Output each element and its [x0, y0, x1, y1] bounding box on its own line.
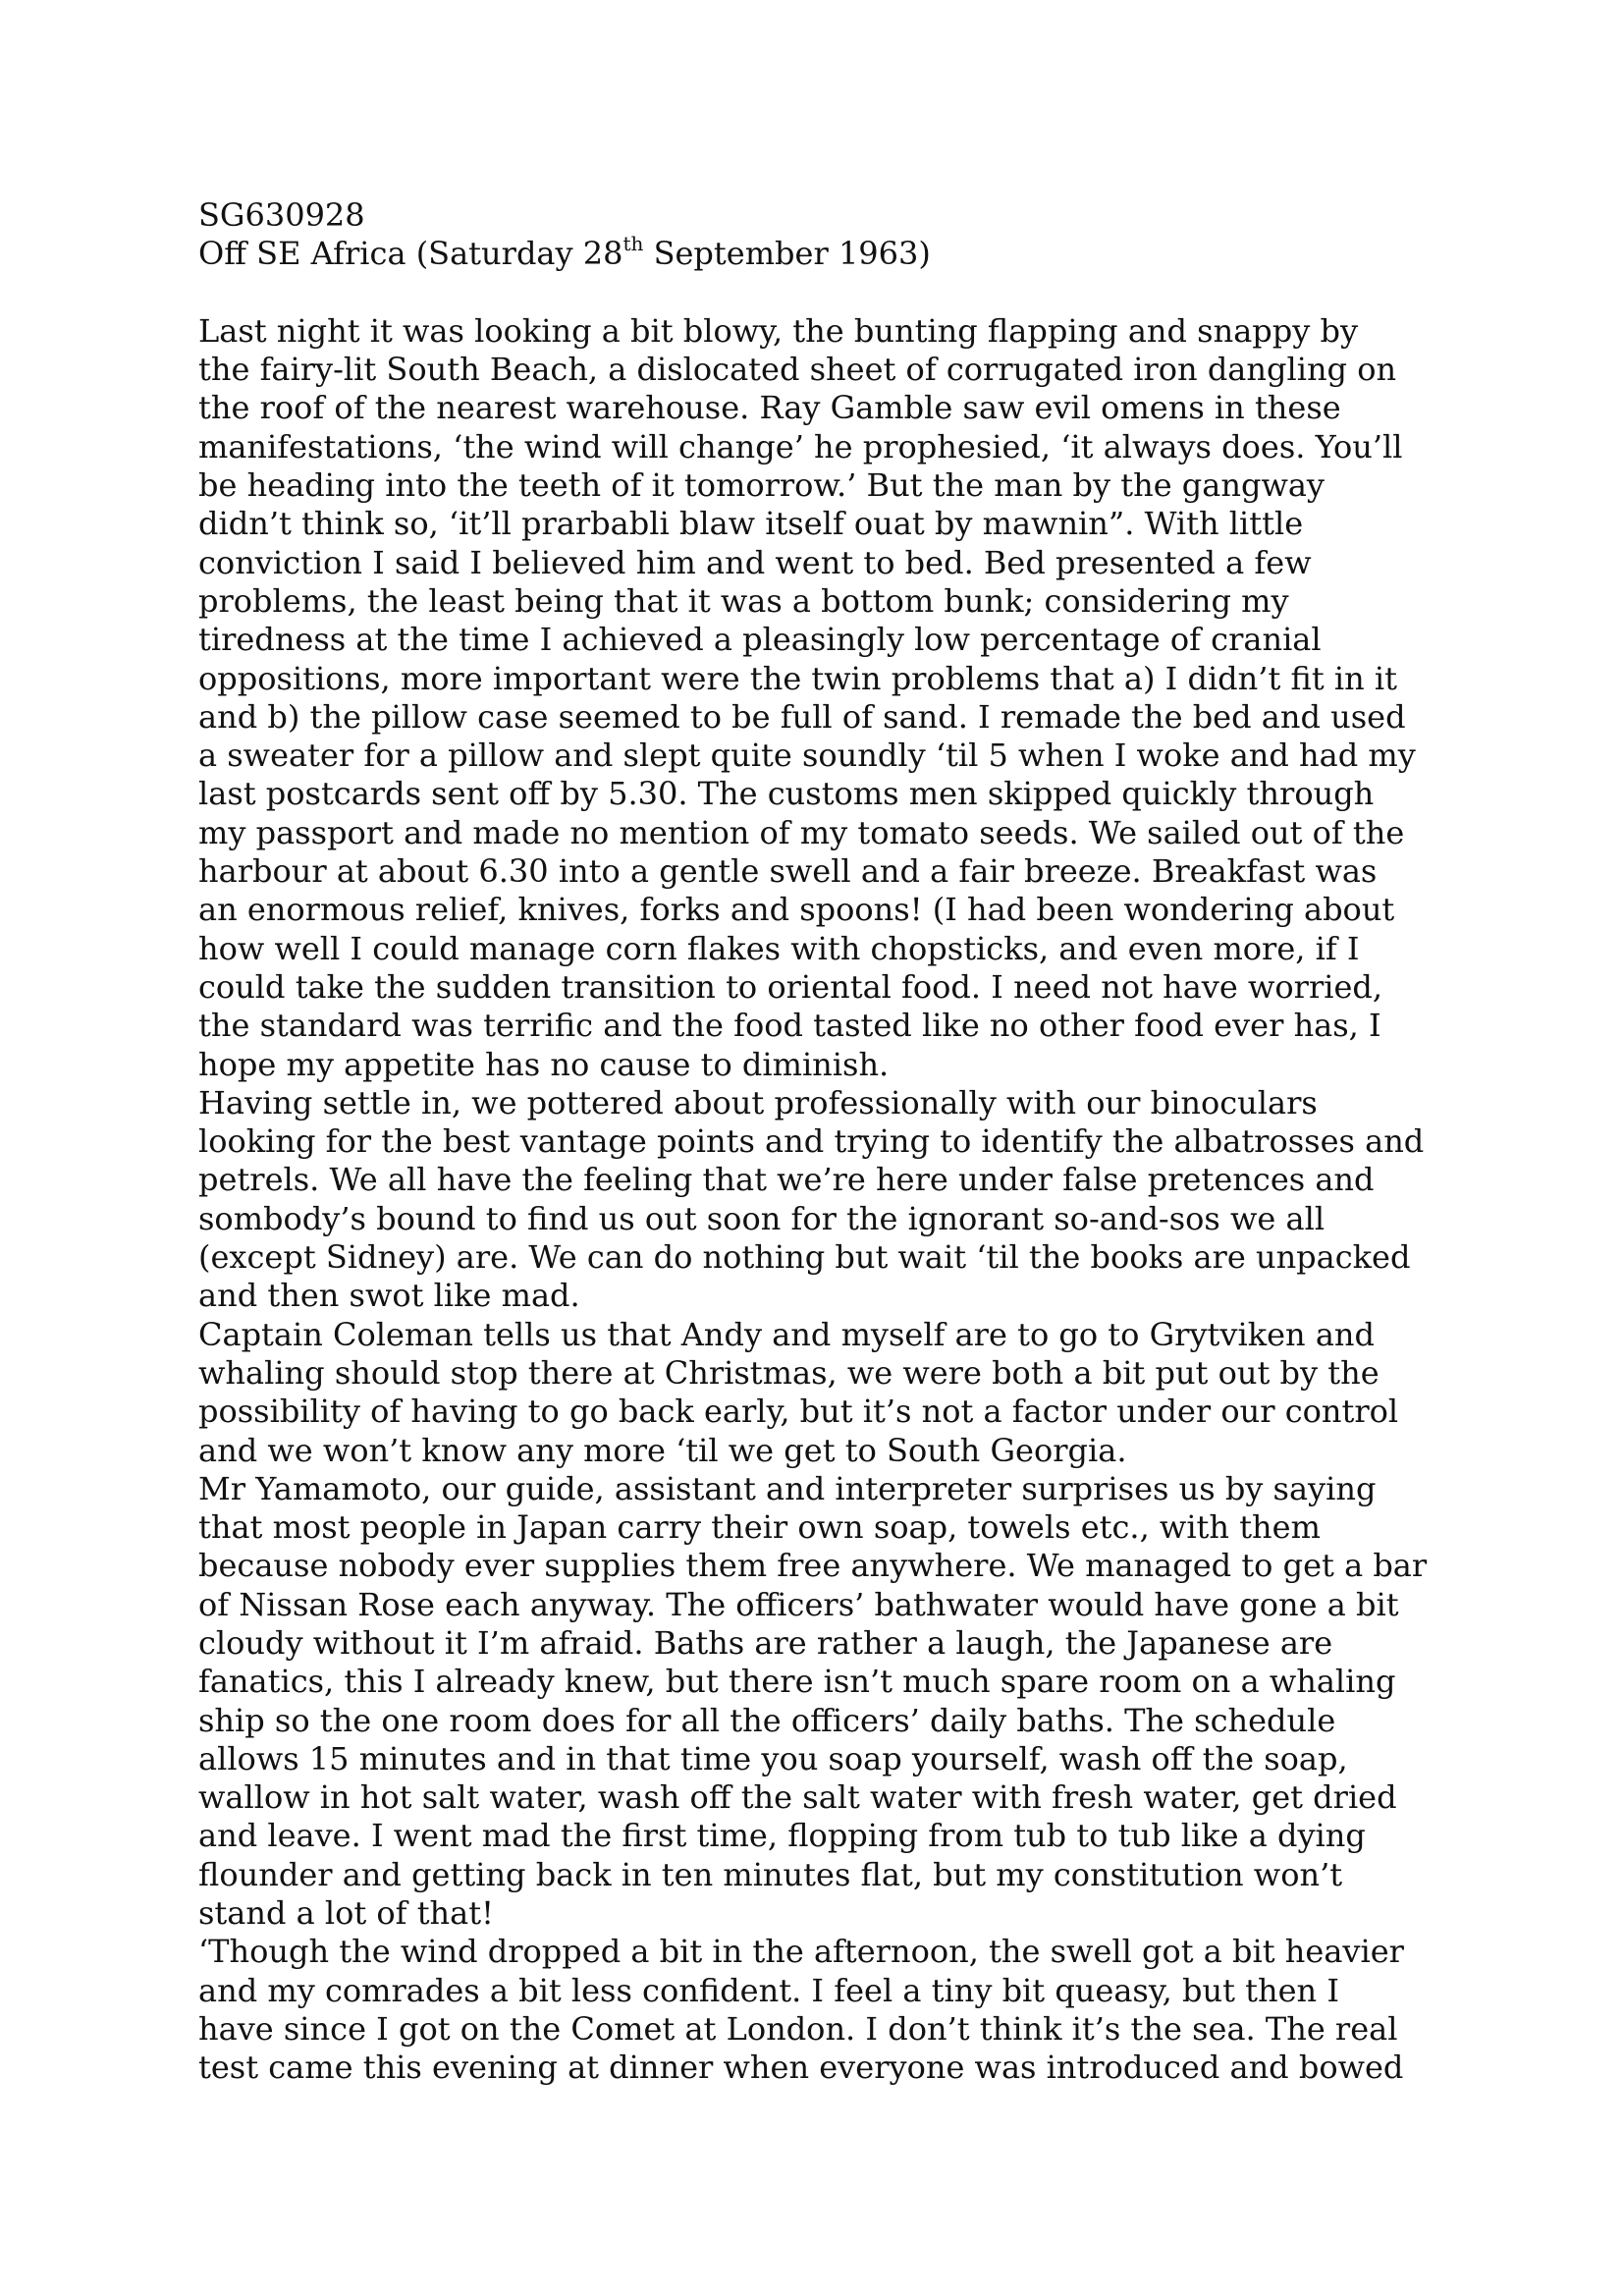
text-line: hope my appetite has no cause to diminish. — [198, 1045, 890, 1083]
text-line: and leave. I went mad the first time, flopping from tub to tub like a dying — [198, 1817, 1366, 1855]
heading-ordinal-suffix: th — [622, 231, 644, 255]
text-line: and then swot like mad. — [198, 1277, 580, 1315]
text-line: manifestations, ‘the wind will change’ he prophesied, ‘it always does. You’ll — [198, 427, 1403, 465]
text-line: an enormous relief, knives, forks and spoons! (I had been wondering about — [198, 891, 1395, 929]
text-line: could take the sudden transition to oriental food. I need not have worried, — [198, 967, 1383, 1006]
text-line: oppositions, more important were the twin problems that a) I didn’t fit in it — [198, 659, 1397, 697]
text-line: problems, the least being that it was a bottom bunk; considering my — [198, 581, 1289, 620]
text-line: Last night it was looking a bit blowy, the bunting flapping and snappy by — [198, 311, 1359, 350]
text-line: looking for the best vantage points and trying to identify the albatrosses and — [198, 1122, 1425, 1161]
text-line: (except Sidney) are. We can do nothing but wait ‘til the books are unpacked — [198, 1238, 1411, 1277]
diary-text — [198, 312, 1465, 2088]
text-line: didn’t think so, ‘it’ll prarbabli blaw itself ouat by mawnin”. With little — [198, 505, 1304, 543]
paragraph-gap — [198, 274, 1465, 312]
text-line: the fairy-lit South Beach, a dislocated sheet of corrugated iron dangling on — [198, 351, 1397, 389]
text-line: the standard was terrific and the food tasted like no other food ever has, I — [198, 1007, 1381, 1045]
document-body — [198, 196, 1465, 2088]
text-line: Mr Yamamoto, our guide, assistant and interpreter surprises us by saying — [198, 1469, 1377, 1507]
text-line: cloudy without it I’m afraid. Baths are rather a laugh, the Japanese are — [198, 1623, 1333, 1662]
heading-suffix: September 1963) — [643, 235, 931, 273]
text-line: wallow in hot salt water, wash off the salt water with fresh water, get dried — [198, 1778, 1397, 1817]
text-line: the roof of the nearest warehouse. Ray Gamble saw evil omens in these — [198, 389, 1341, 427]
text-line: ship so the one room does for all the officers’ daily baths. The schedule — [198, 1701, 1336, 1739]
text-line: how well I could manage corn flakes with chopsticks, and even more, if I — [198, 929, 1360, 967]
text-line: Captain Coleman tells us that Andy and myself are to go to Grytviken and — [198, 1315, 1375, 1353]
text-line: ‘Though the wind dropped a bit in the afternoon, the swell got a bit heavier — [198, 1933, 1404, 1971]
text-line: flounder and getting back in ten minutes flat, but my constitution won’t — [198, 1855, 1343, 1893]
text-line: petrels. We all have the feeling that we’re here under false pretences and — [198, 1161, 1375, 1199]
text-line: whaling should stop there at Christmas, we were both a bit put out by the — [198, 1353, 1380, 1392]
document-heading — [198, 231, 1465, 273]
text-line: be heading into the teeth of it tomorrow.’ But the man by the gangway — [198, 466, 1325, 505]
text-line: of Nissan Rose each anyway. The officers’ bathwater would have gone a bit — [198, 1585, 1399, 1623]
text-line: conviction I said I believed him and went to bed. Bed presented a few — [198, 543, 1312, 581]
text-line: fanatics, this I already knew, but there isn’t much spare room on a whaling — [198, 1663, 1396, 1701]
text-line: last postcards sent off by 5.30. The customs men skipped quickly through — [198, 775, 1375, 813]
text-line: my passport and made no mention of my tomato seeds. We sailed out of the — [198, 813, 1405, 851]
text-line: stand a lot of that! — [198, 1894, 494, 1933]
text-line: and we won’t know any more ‘til we get to South Georgia. — [198, 1431, 1127, 1469]
text-line: test came this evening at dinner when everyone was introduced and bowed — [198, 2049, 1404, 2087]
text-line: that most people in Japan carry their own soap, towels etc., with them — [198, 1508, 1321, 1547]
text-line: have since I got on the Comet at London. I don’t think it’s the sea. The real — [198, 2009, 1398, 2048]
text-line: allows 15 minutes and in that time you soap yourself, wash off the soap, — [198, 1739, 1348, 1777]
text-line: Having settle in, we pottered about professionally with our binoculars — [198, 1083, 1318, 1121]
document-id: SG630928 — [198, 196, 365, 234]
text-line: because nobody ever supplies them free anywhere. We managed to get a bar — [198, 1547, 1428, 1585]
text-line: tiredness at the time I achieved a pleasingly low percentage of cranial — [198, 621, 1322, 659]
text-line: sombody’s bound to find us out soon for the ignorant so-and-sos we all — [198, 1199, 1325, 1237]
text-line: a sweater for a pillow and slept quite soundly ‘til 5 when I woke and had my — [198, 737, 1416, 775]
text-line: and my comrades a bit less confident. I feel a tiny bit queasy, but then I — [198, 1971, 1339, 2009]
heading-prefix: Off SE Africa (Saturday 28 — [198, 235, 623, 273]
text-line: harbour at about 6.30 into a gentle swell and a fair breeze. Breakfast was — [198, 852, 1378, 891]
text-line: and b) the pillow case seemed to be full of sand. I remade the bed and used — [198, 697, 1406, 736]
text-line: possibility of having to go back early, but it’s not a factor under our control — [198, 1393, 1399, 1431]
